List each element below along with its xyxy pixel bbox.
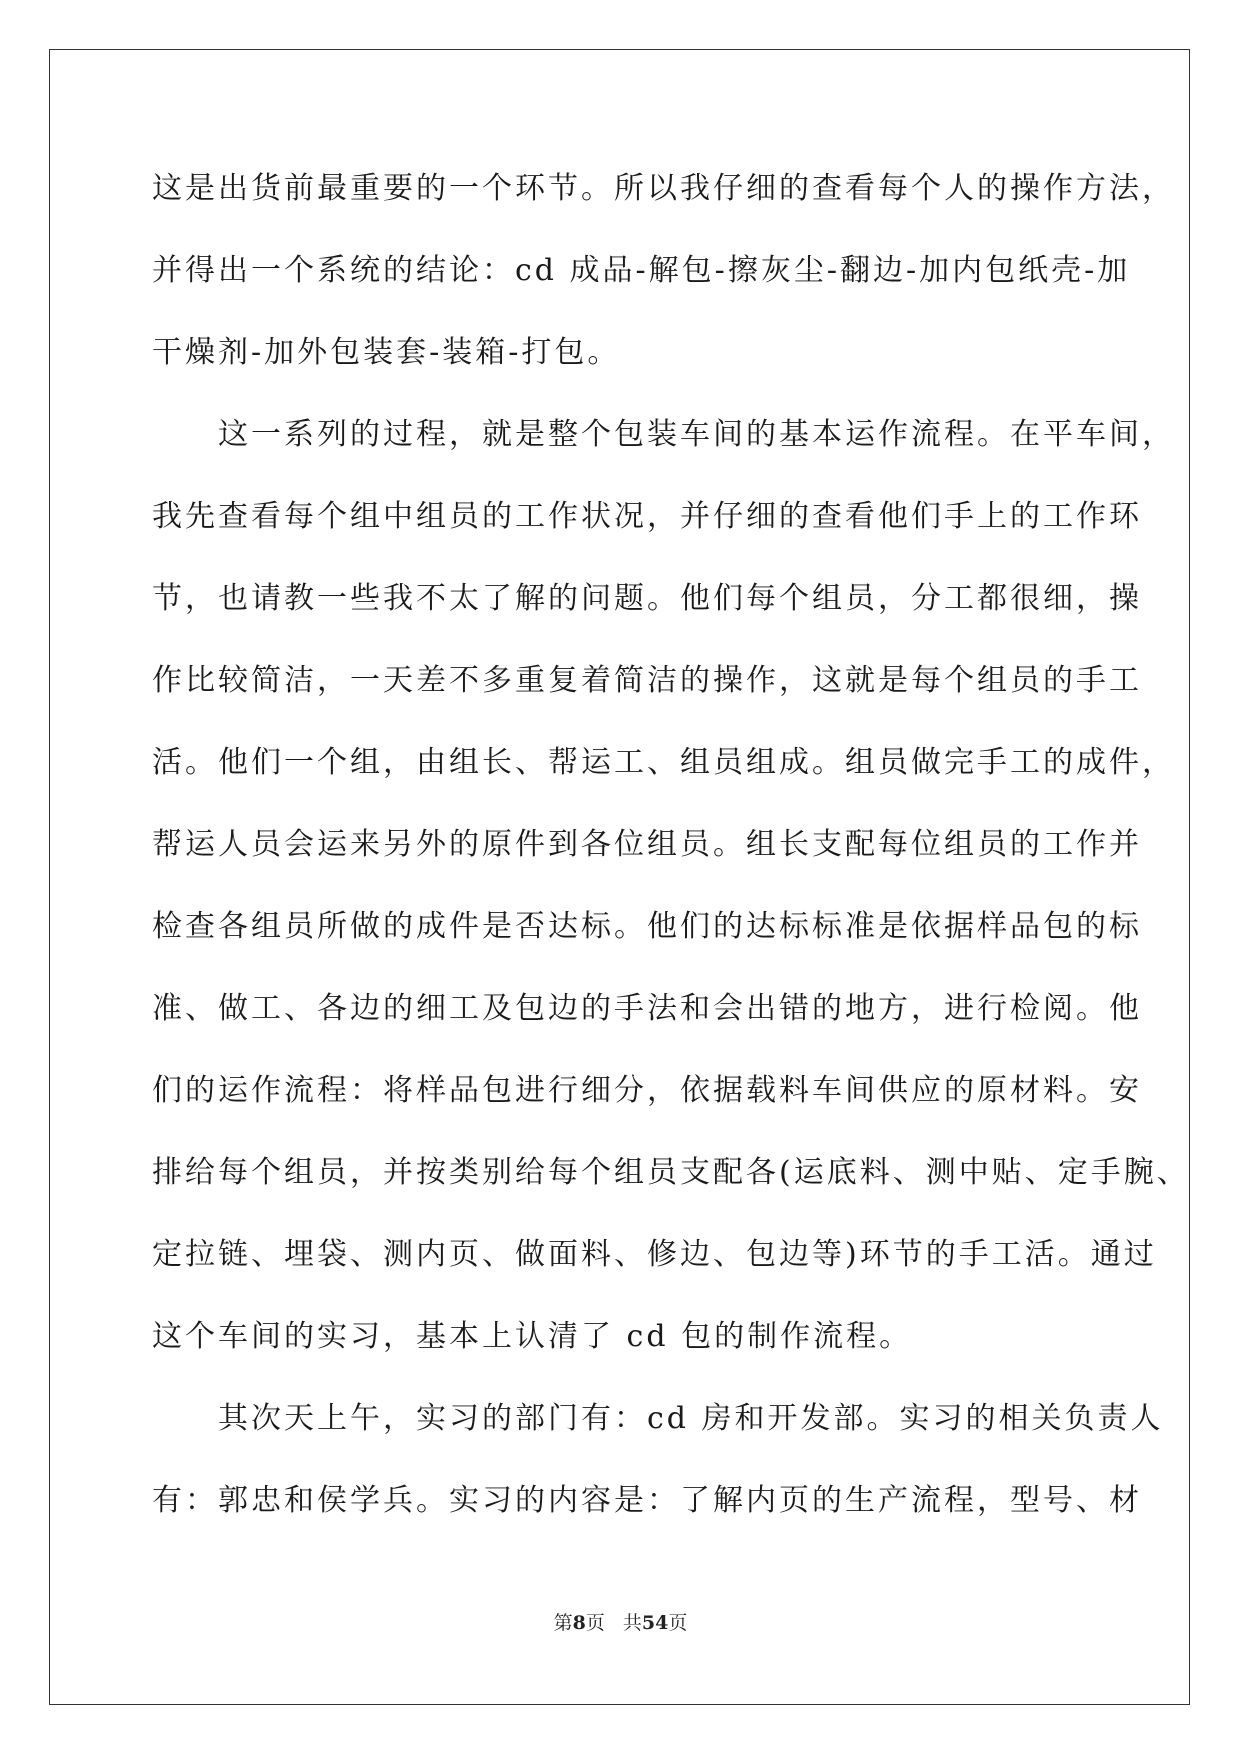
text-line: 这一系列的过程，就是整个包装车间的基本运作流程。在平车间， (152, 417, 1175, 452)
text-line: 其次天上午，实习的部门有：cd 房和开发部。实习的相关负责人 (152, 1401, 1164, 1436)
text-line: 节，也请教一些我不太了解的问题。他们每个组员，分工都很细，操 (152, 581, 1142, 616)
text-line: 活。他们一个组，由组长、帮运工、组员组成。组员做完手工的成件， (152, 745, 1175, 780)
text-line: 作比较简洁，一天差不多重复着简洁的操作，这就是每个组员的手工 (152, 663, 1142, 698)
text-line: 定拉链、埋袋、测内页、做面料、修边、包边等)环节的手工活。通过 (152, 1237, 1157, 1272)
text-line: 这个车间的实习，基本上认清了 cd 包的制作流程。 (152, 1319, 913, 1354)
text-line: 我先查看每个组中组员的工作状况，并仔细的查看他们手上的工作环 (152, 499, 1142, 534)
text-line: 帮运人员会运来另外的原件到各位组员。组长支配每位组员的工作并 (152, 827, 1142, 862)
page-prefix: 第 (553, 1612, 573, 1634)
total-prefix: 共 (622, 1612, 642, 1634)
text-line: 这是出货前最重要的一个环节。所以我仔细的查看每个人的操作方法， (152, 171, 1175, 206)
total-suffix: 页 (668, 1612, 688, 1634)
page-suffix: 页 (585, 1612, 605, 1634)
page-footer (0, 1608, 1241, 1635)
text-line: 准、做工、各边的细工及包边的手法和会出错的地方，进行检阅。他 (152, 991, 1142, 1026)
text-line: 检查各组员所做的成件是否达标。他们的达标标准是依据样品包的标 (152, 909, 1142, 944)
text-line: 们的运作流程：将样品包进行细分，依据载料车间供应的原材料。安 (152, 1073, 1142, 1108)
page-number: 8 (572, 1612, 586, 1634)
total-pages: 54 (641, 1612, 669, 1634)
text-line: 有：郭忠和侯学兵。实习的内容是：了解内页的生产流程，型号、材 (152, 1483, 1142, 1518)
text-line: 并得出一个系统的结论：cd 成品-解包-擦灰尘-翻边-加内包纸壳-加 (152, 253, 1131, 288)
text-line: 干燥剂-加外包装套-装箱-打包。 (152, 335, 621, 370)
document-body (152, 148, 1190, 1542)
text-line: 排给每个组员，并按类别给每个组员支配各(运底料、测中贴、定手腕、 (152, 1155, 1190, 1190)
